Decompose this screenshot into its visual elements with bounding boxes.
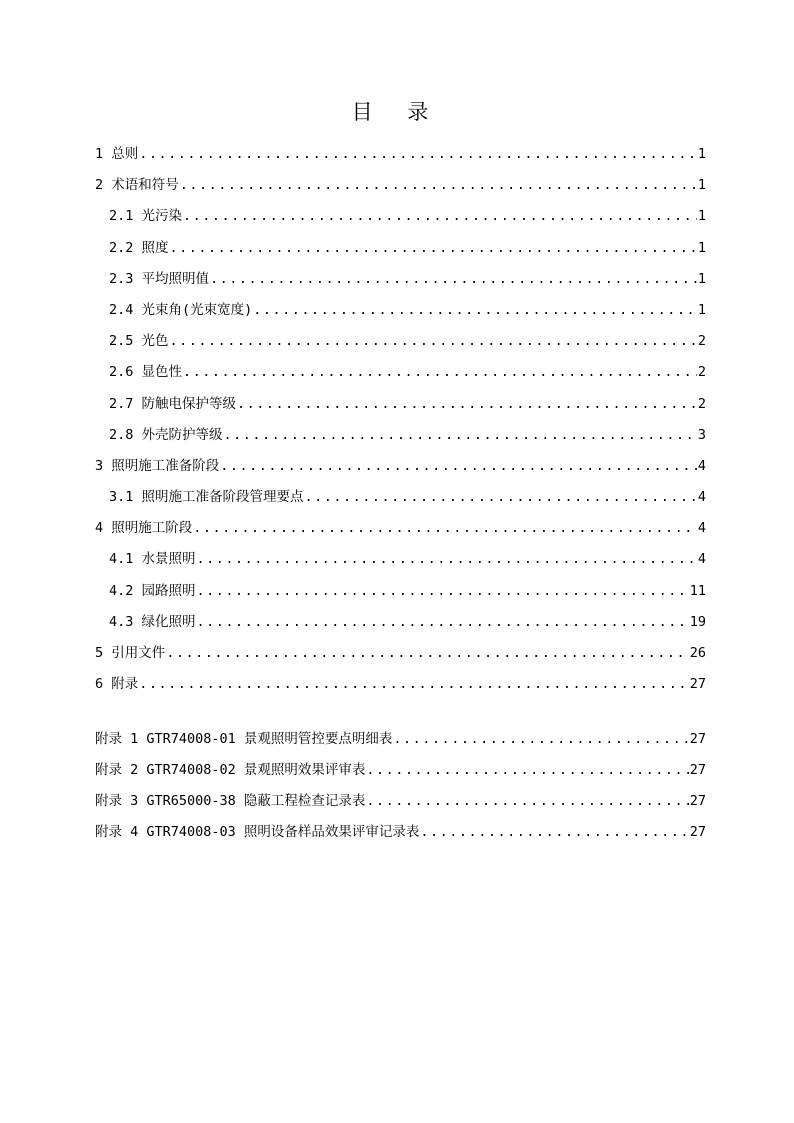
toc-entry-label: 2.8 外壳防护等级 xyxy=(109,426,223,443)
toc-entry-label: 2.7 防触电保护等级 xyxy=(109,395,237,412)
toc-leader-dots xyxy=(393,731,688,747)
toc-leader-dots xyxy=(197,551,697,567)
toc-leader-dots xyxy=(237,396,697,412)
toc-entry[interactable] xyxy=(95,820,706,851)
toc-entry-label: 3.1 照明施工准备阶段管理要点 xyxy=(109,489,304,506)
toc-entry[interactable] xyxy=(95,641,706,672)
toc-entry-label: 2 术语和符号 xyxy=(95,177,179,194)
toc-appendix-list xyxy=(95,727,706,851)
toc-entry[interactable] xyxy=(95,547,706,578)
toc-leader-dots xyxy=(139,676,688,692)
toc-entry-page: 4 xyxy=(697,489,706,506)
toc-entry[interactable] xyxy=(95,516,706,547)
toc-entry-page: 27 xyxy=(689,731,706,748)
toc-leader-dots xyxy=(366,762,688,778)
toc-leader-dots xyxy=(253,302,697,318)
toc-leader-dots xyxy=(183,208,697,224)
toc-entry[interactable] xyxy=(95,173,706,204)
toc-leader-dots xyxy=(197,614,689,630)
toc-entry-page: 4 xyxy=(697,520,706,537)
toc-entry-page: 2 xyxy=(697,333,706,350)
toc-entry-label: 6 附录 xyxy=(95,676,139,693)
toc-leader-dots xyxy=(170,333,697,349)
toc-entry[interactable] xyxy=(95,485,706,516)
toc-leader-dots xyxy=(210,271,697,287)
toc-entry-page: 27 xyxy=(689,824,706,841)
toc-entry-page: 1 xyxy=(697,146,706,162)
toc-entry-label: 4.3 绿化照明 xyxy=(109,613,196,630)
toc-entry-page: 27 xyxy=(689,793,706,810)
toc-entry[interactable] xyxy=(95,423,706,454)
toc-entry-label: 5 引用文件 xyxy=(95,645,166,661)
toc-entry[interactable] xyxy=(95,142,706,173)
toc-entry[interactable] xyxy=(95,454,706,485)
toc-entry-page: 4 xyxy=(697,457,706,474)
toc-leader-dots xyxy=(366,793,688,809)
toc-entry-label: 4.1 水景照明 xyxy=(109,551,196,568)
toc-entry-label: 2.6 显色性 xyxy=(109,364,183,381)
toc-entry-label: 2.5 光色 xyxy=(109,333,169,350)
toc-entry[interactable] xyxy=(95,610,706,641)
toc-entry[interactable] xyxy=(95,298,706,329)
toc-entry-label: 附录 4 GTR74008-03 照明设备样品效果评审记录表 xyxy=(95,824,420,841)
toc-entry-page: 4 xyxy=(697,551,706,568)
toc-leader-dots xyxy=(166,645,688,661)
toc-entry-label: 附录 3 GTR65000-38 隐蔽工程检查记录表 xyxy=(95,793,366,810)
toc-leader-dots xyxy=(180,177,697,193)
toc-entry-page: 1 xyxy=(697,270,706,287)
toc-entry-page: 1 xyxy=(697,177,706,194)
toc-leader-dots xyxy=(305,489,697,505)
table-of-contents xyxy=(95,142,706,851)
toc-entry-label: 4.2 园路照明 xyxy=(109,582,196,599)
toc-entry-page: 11 xyxy=(689,582,706,599)
toc-entry-page: 26 xyxy=(689,645,706,661)
toc-entry-label: 附录 2 GTR74008-02 景观照明效果评审表 xyxy=(95,762,366,779)
toc-entry-page: 2 xyxy=(697,395,706,412)
toc-leader-dots xyxy=(183,364,697,380)
toc-entry[interactable] xyxy=(95,360,706,391)
toc-entry[interactable] xyxy=(95,204,706,235)
toc-entry-page: 27 xyxy=(689,676,706,693)
toc-entry-label: 4 照明施工阶段 xyxy=(95,520,193,537)
toc-entry-label: 2.2 照度 xyxy=(109,239,169,256)
toc-entry[interactable] xyxy=(95,267,706,298)
toc-entry-page: 1 xyxy=(697,301,706,318)
toc-leader-dots xyxy=(224,427,697,443)
toc-entry-page: 1 xyxy=(697,239,706,256)
page-title: 目 录 xyxy=(351,100,443,124)
toc-entry[interactable] xyxy=(95,236,706,267)
toc-entry-page: 3 xyxy=(697,426,706,443)
toc-entry-page: 2 xyxy=(697,364,706,381)
toc-entry[interactable] xyxy=(95,672,706,703)
toc-main-list xyxy=(95,142,706,703)
toc-entry[interactable] xyxy=(95,789,706,820)
toc-entry[interactable] xyxy=(95,329,706,360)
toc-leader-dots xyxy=(220,458,697,474)
toc-entry[interactable] xyxy=(95,579,706,610)
toc-entry-label: 2.4 光束角(光束宽度) xyxy=(109,301,253,318)
toc-entry-label: 2.1 光污染 xyxy=(109,208,183,225)
toc-entry-label: 附录 1 GTR74008-01 景观照明管控要点明细表 xyxy=(95,731,393,748)
toc-entry-page: 19 xyxy=(689,613,706,630)
toc-leader-dots xyxy=(170,240,697,256)
toc-entry-page: 1 xyxy=(697,208,706,225)
toc-entry-page: 27 xyxy=(689,762,706,779)
toc-entry-label: 3 照明施工准备阶段 xyxy=(95,457,220,474)
toc-leader-dots xyxy=(193,520,697,536)
toc-leader-dots xyxy=(139,146,697,162)
toc-entry[interactable] xyxy=(95,758,706,789)
toc-spacer xyxy=(95,703,706,727)
toc-entry-label: 2.3 平均照明值 xyxy=(109,270,210,287)
toc-entry[interactable] xyxy=(95,727,706,758)
toc-leader-dots xyxy=(197,583,689,599)
toc-entry[interactable] xyxy=(95,392,706,423)
toc-entry-label: 1 总则 xyxy=(95,146,139,162)
toc-leader-dots xyxy=(420,824,688,840)
